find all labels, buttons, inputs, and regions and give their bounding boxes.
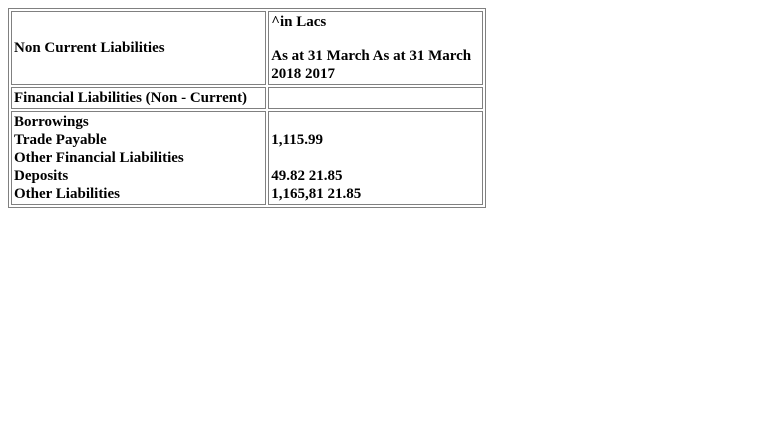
liabilities-table: [8, 8, 486, 208]
row-value-other-financial-liabilities: [271, 149, 480, 167]
items-row: [11, 111, 483, 205]
unit-note: ^in Lacs: [271, 14, 327, 30]
section-row: [11, 87, 483, 109]
row-value-deposits: 49.82 21.85: [271, 168, 343, 184]
items-label-cell: [11, 111, 266, 205]
section-value-cell: [268, 87, 483, 109]
header-period-cell: [268, 11, 483, 85]
section-value: [271, 89, 480, 107]
financial-liabilities-heading: Financial Liabilities (Non - Current): [14, 90, 248, 106]
non-current-liabilities-heading: Non Current Liabilities: [14, 40, 165, 56]
row-value-borrowings: [271, 113, 480, 131]
row-label-borrowings: Borrowings: [14, 114, 89, 130]
row-value-other-liabilities: 1,165,81 21.85: [271, 186, 362, 202]
section-label-cell: [11, 87, 266, 109]
row-label-trade-payable: Trade Payable: [14, 132, 107, 148]
header-row: [11, 11, 483, 85]
row-value-trade-payable: 1,115.99: [271, 132, 323, 148]
row-label-deposits: Deposits: [14, 168, 69, 184]
row-label-other-financial-liabilities: Other Financial Liabilities: [14, 150, 184, 166]
row-label-other-liabilities: Other Liabilities: [14, 186, 120, 202]
spacer: [271, 31, 480, 47]
items-value-cell: [268, 111, 483, 205]
header-label-cell: [11, 11, 266, 85]
period-columns-label: As at 31 March As at 31 March 2018 2017: [271, 48, 472, 82]
